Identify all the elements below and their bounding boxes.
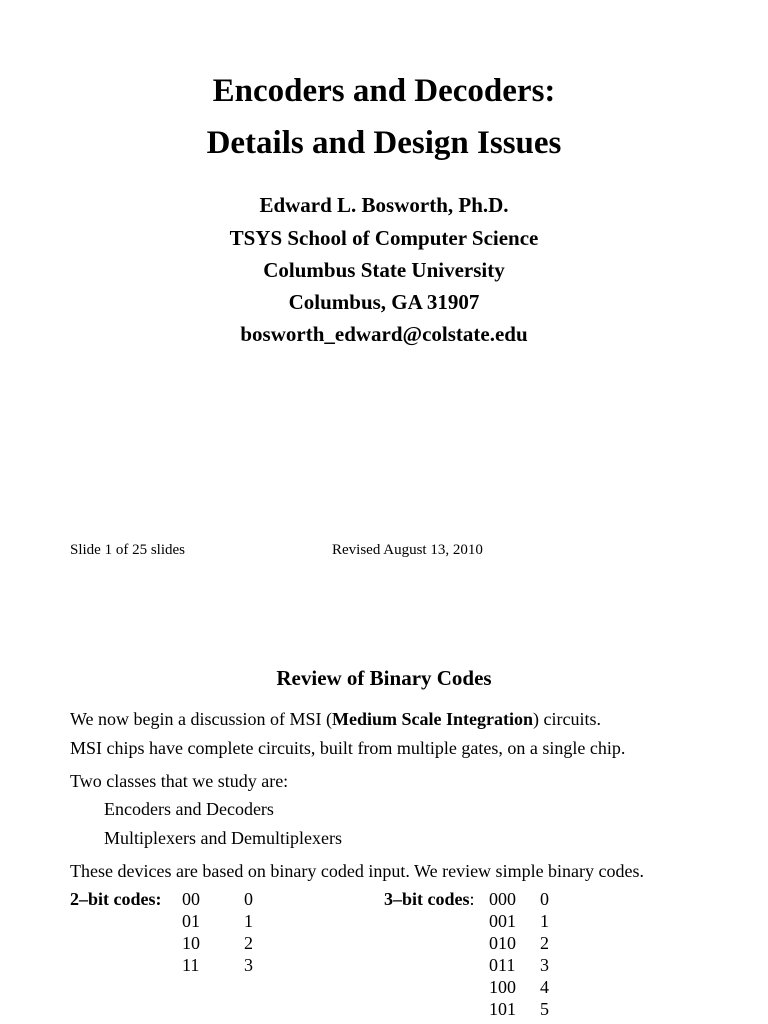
author-city: Columbus, GA 31907 — [288, 290, 480, 314]
author-email: bosworth_edward@colstate.edu — [240, 322, 528, 346]
slide-number: Slide 1 of 25 slides — [70, 542, 185, 558]
author-university: Columbus State University — [263, 258, 505, 282]
three-bit-value: 0 — [540, 889, 549, 909]
section-heading: Review of Binary Codes — [276, 666, 492, 690]
class-item-multiplexers: Multiplexers and Demultiplexers — [104, 828, 342, 848]
two-bit-value: 1 — [244, 911, 253, 931]
class-item-encoders: Encoders and Decoders — [104, 799, 274, 819]
three-bit-code: 010 — [489, 933, 516, 953]
paragraph-msi-chips: MSI chips have complete circuits, built from multiple gates, on a single chip. — [70, 738, 626, 758]
author-name: Edward L. Bosworth, Ph.D. — [259, 193, 509, 217]
three-bit-code: 100 — [489, 977, 516, 997]
three-bit-code: 001 — [489, 911, 516, 931]
two-bit-code: 01 — [182, 911, 200, 931]
revision-date: Revised August 13, 2010 — [332, 542, 483, 558]
document-title-line-1: Encoders and Decoders: — [212, 73, 556, 109]
paragraph-two-classes: Two classes that we study are: — [70, 771, 289, 791]
paragraph-msi-intro — [70, 708, 601, 730]
document-title-line-2: Details and Design Issues — [206, 125, 562, 161]
two-bit-value: 3 — [244, 955, 253, 975]
paragraph-msi-intro-after: ) circuits. — [533, 709, 601, 729]
two-bit-code: 11 — [182, 955, 200, 975]
three-bit-code: 101 — [489, 999, 516, 1019]
paragraph-msi-intro-bold: Medium Scale Integration — [332, 709, 534, 729]
three-bit-value: 5 — [540, 999, 549, 1019]
two-bit-value: 0 — [244, 889, 253, 909]
two-bit-code: 10 — [182, 933, 200, 953]
three-bit-value: 4 — [540, 977, 549, 997]
two-bit-code: 00 — [182, 889, 200, 909]
two-bit-codes-label: 2–bit codes: — [70, 889, 162, 909]
two-bit-value: 2 — [244, 933, 253, 953]
three-bit-value: 3 — [540, 955, 549, 975]
three-bit-codes-label-text: 3–bit codes — [384, 889, 470, 909]
three-bit-code: 000 — [489, 889, 516, 909]
paragraph-binary-codes: These devices are based on binary coded input. We review simple binary codes. — [70, 861, 645, 881]
three-bit-codes-label-colon: : — [469, 889, 475, 909]
three-bit-value: 2 — [540, 933, 549, 953]
three-bit-value: 1 — [540, 911, 549, 931]
three-bit-codes-label — [384, 888, 475, 910]
paragraph-msi-intro-before: We now begin a discussion of MSI ( — [70, 709, 333, 729]
author-department: TSYS School of Computer Science — [229, 226, 539, 250]
three-bit-code: 011 — [489, 955, 516, 975]
